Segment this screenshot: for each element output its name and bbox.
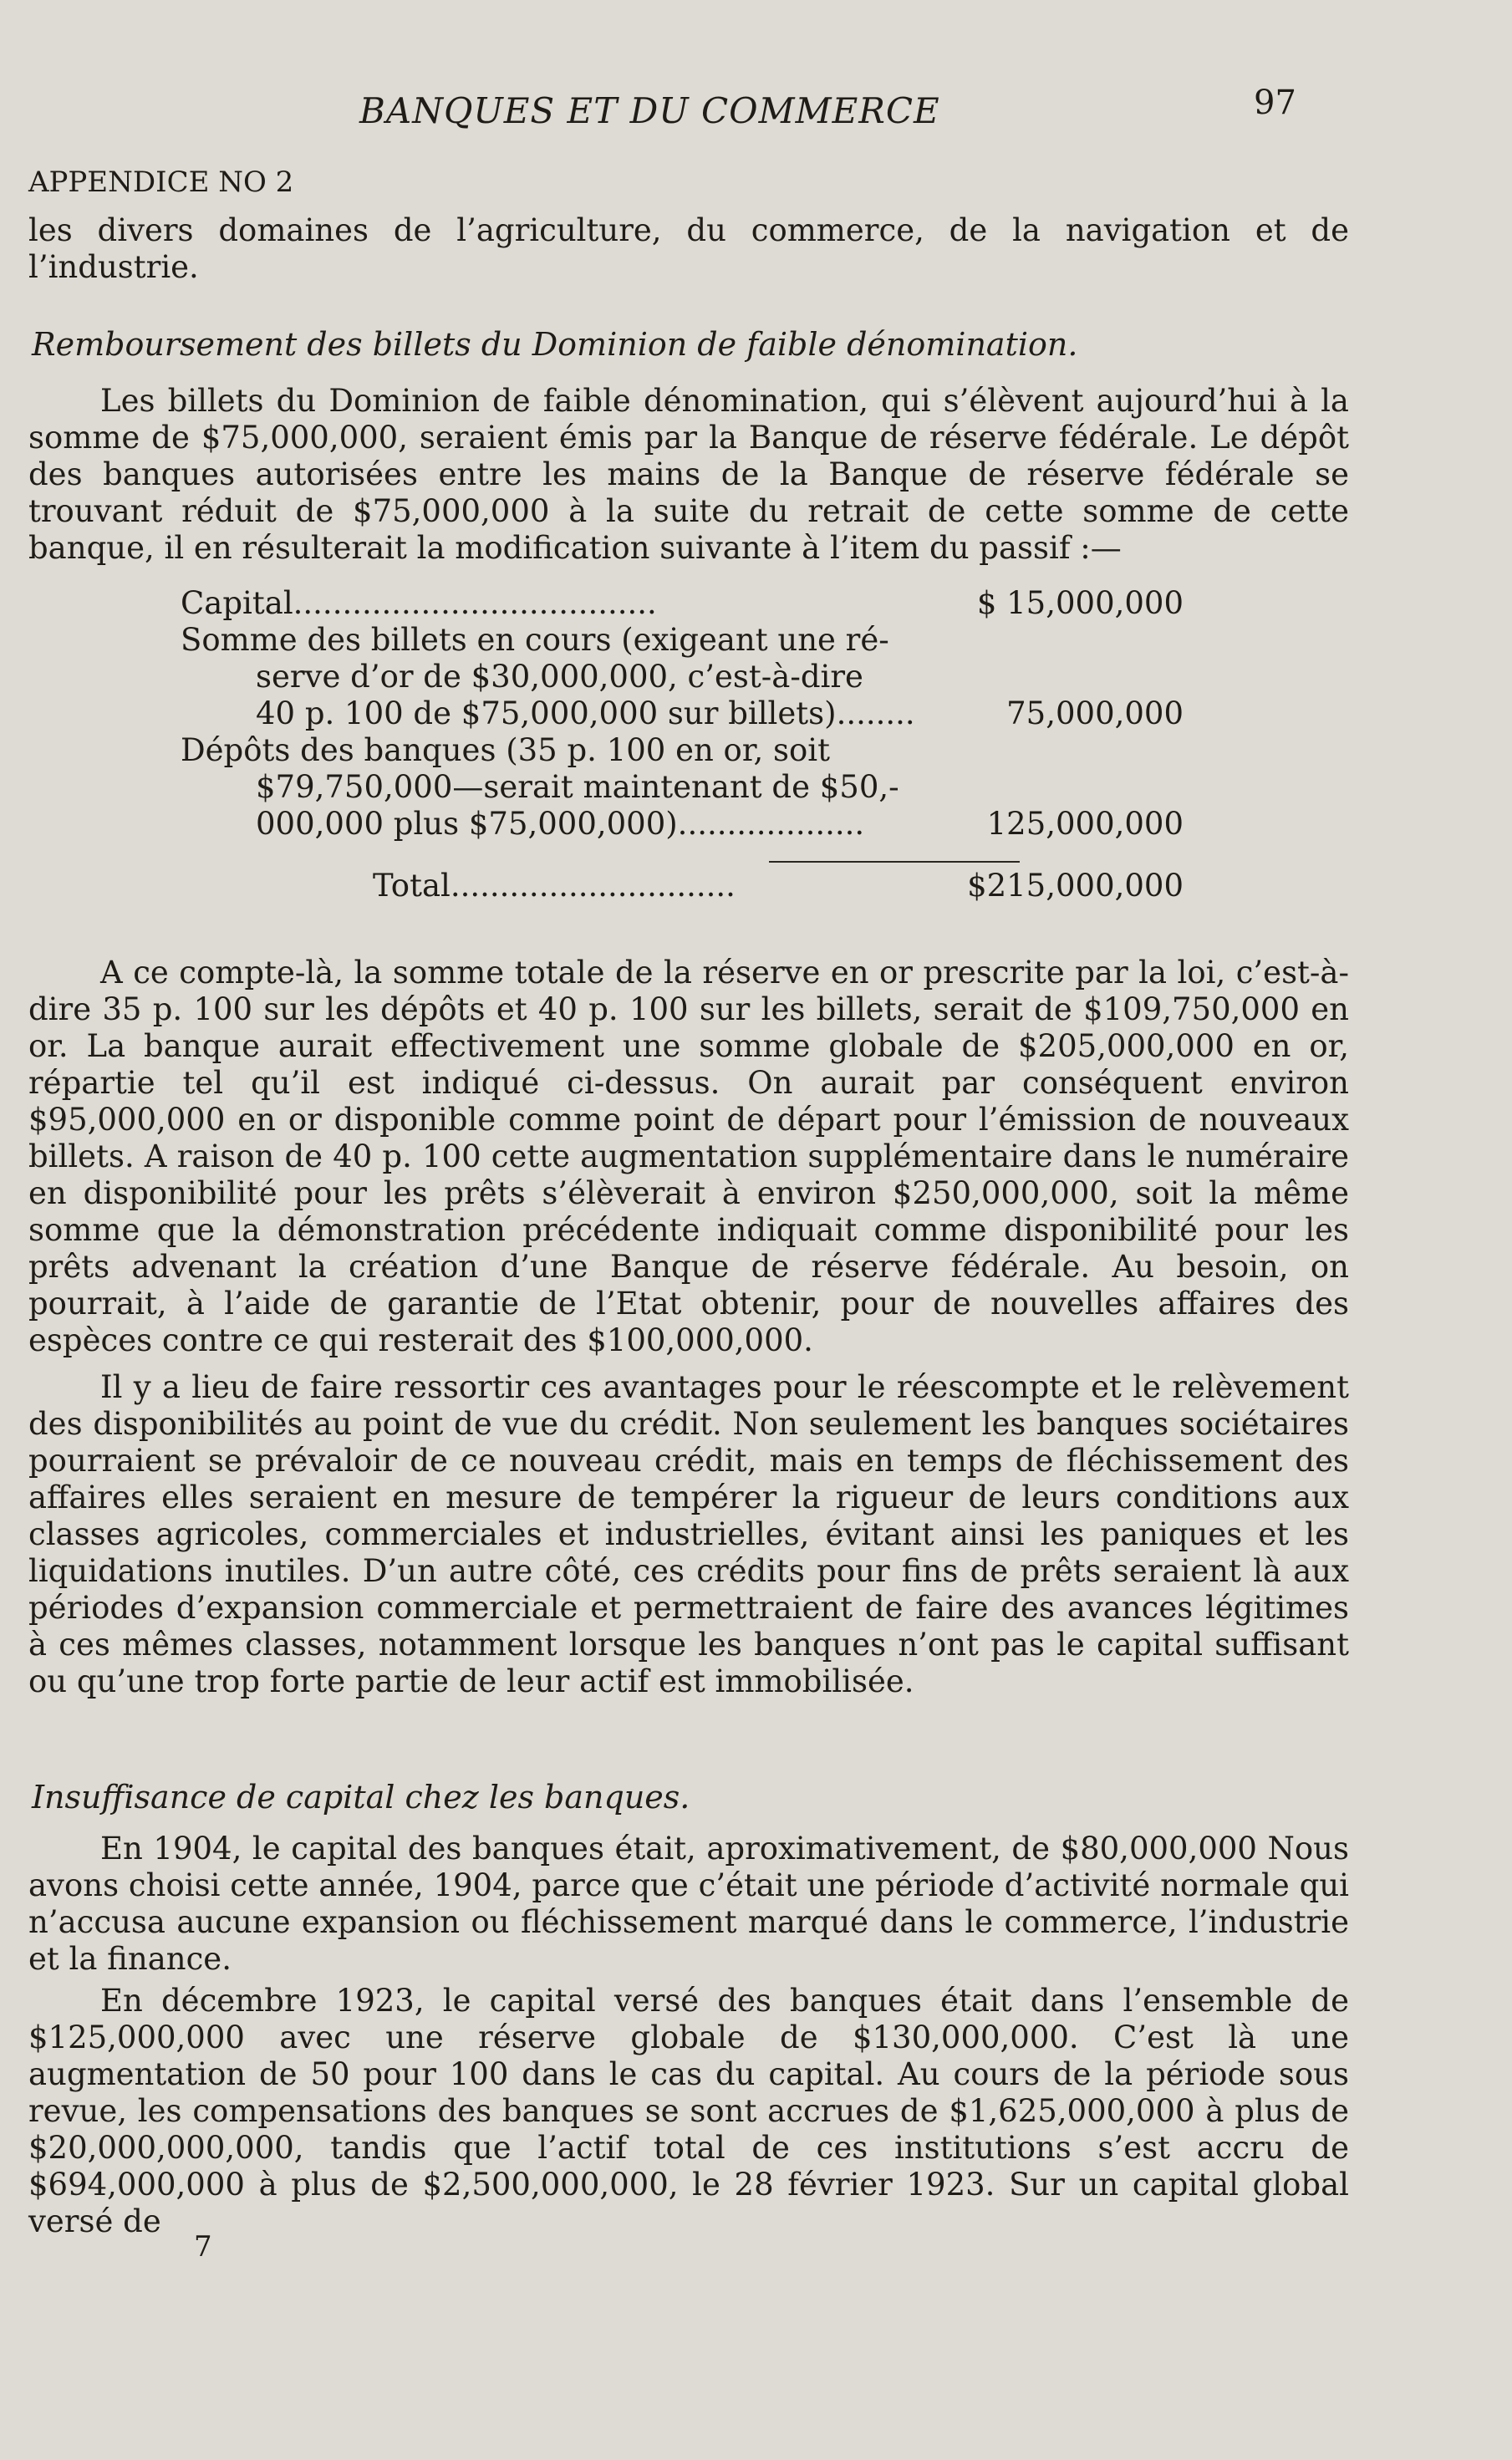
- ledger-row-capital: [181, 585, 1184, 622]
- ledger-amount-total: $215,000,000: [967, 868, 1184, 904]
- reserve-paragraph: A ce compte-là, la somme totale de la réserve en or prescrite par la loi, c’est-à-dire 35 p. 100 sur les dépôts et 40 p. 100 sur les billets, serait de $109,750,000 en or. La banque aurait effectivement une somme globale de $205,000,000 en or, répartie tel qu’il est indiqué ci-dessus. On aurait par conséquent environ $95,000,000 en or disponible comme point de départ pour l’émission de nouveaux billets. A raison de 40 p. 100 cette augmentation supplémentaire dans le numéraire en disponibilité pour les prêts s’élèverait à environ $250,000,000, soit la même somme que la démonstration précédente indiquait comme disponibilité pour les prêts advenant la création d’une Banque de réserve fédérale. Au besoin, on pourrait, à l’aide de garantie de l’Etat obtenir, pour de nouvelles affaires des espèces contre ce qui resterait des $100,000,000.: [28, 955, 1349, 1358]
- ledger-label-notes-1: Somme des billets en cours (exigeant une ré-: [181, 622, 889, 658]
- ledger-row-deposits-2: [181, 769, 1184, 806]
- ledger-row-notes-3: [181, 695, 1184, 732]
- reserve-paragraph-block: [28, 955, 1349, 1359]
- ledger-row-deposits-1: [181, 732, 1184, 769]
- paragraph-1923: En décembre 1923, le capital versé des banques était dans l’ensemble de $125,000,000 avec une réserve globale de $130,000,000. C’est là une augmentation de 50 pour 100 dans le cas du capital. Au cours de la période sous revue, les compensations des banques se sont accrues de $1,625,000,000 à plus de $20,000,000,000, tandis que l’actif total de ces institutions s’est accru de $694,000,000 à plus de $2,500,000,000, le 28 février 1923. Sur un capital global versé de: [28, 1983, 1349, 2239]
- avantages-paragraph: Il y a lieu de faire ressortir ces avantages pour le réescompte et le relèvement des disponibilités au point de vue du crédit. Non seulement les banques sociétaires pourraient se prévaloir de ce nouveau crédit, mais en temps de fléchissement des affaires elles seraient en mesure de tempérer la rigueur de leurs conditions aux classes agricoles, commerciales et industrielles, évitant ainsi les paniques et les liquidations inutiles. D’un autre côté, ces crédits pour fins de prêts seraient là aux périodes d’expansion commerciale et permettraient de faire des avances légitimes à ces mêmes classes, notamment lorsque les banques n’ont pas le capital suffisant ou qu’une trop forte partie de leur actif est immobilisée.: [28, 1369, 1349, 1699]
- ledger-row-notes-2: [181, 659, 1184, 695]
- total-rule: [769, 861, 1020, 863]
- signature-number: 7: [194, 2230, 212, 2264]
- avantages-paragraph-block: [28, 1369, 1349, 1700]
- section-heading-insuffisance: Insuffisance de capital chez les banques.: [32, 1779, 690, 1816]
- intro-paragraph: les divers domaines de l’agriculture, du commerce, de la navigation et de l’industrie.: [28, 212, 1349, 285]
- ledger-amount-capital: $ 15,000,000: [976, 585, 1184, 621]
- ledger-amount-deposits: 125,000,000: [986, 806, 1184, 842]
- ledger-row-notes-1: [181, 622, 1184, 659]
- section-heading-remboursement: Remboursement des billets du Dominion de faible dénomination.: [32, 326, 1078, 363]
- ledger-label-deposits-2: $79,750,000—serait maintenant de $50,-: [256, 769, 899, 805]
- ledger-label-total: Total.............................: [373, 868, 736, 904]
- intro-paragraph-block: [28, 212, 1349, 286]
- paragraph-1923-block: [28, 1983, 1349, 2240]
- paragraph-1904-block: [28, 1831, 1349, 1978]
- running-head: BANQUES ET DU COMMERCE: [359, 90, 940, 131]
- section1-paragraph: Les billets du Dominion de faible dénomination, qui s’élèvent aujourd’hui à la somme de $75,000,000, seraient émis par la Banque de réserve fédérale. Le dépôt des banques autorisées entre les mains de la Banque de réserve fédérale se trouvant réduit de $75,000,000 à la suite du retrait de cette somme de cette banque, il en résulterait la modification suivante à l’item du passif :—: [28, 383, 1349, 566]
- ledger-row-deposits-3: [181, 806, 1184, 843]
- appendix-label: APPENDICE NO 2: [28, 166, 294, 199]
- section1-paragraph-block: [28, 383, 1349, 567]
- ledger-spacer: [181, 843, 1184, 868]
- paragraph-1904: En 1904, le capital des banques était, aproximativement, de $80,000,000 Nous avons choisi cette année, 1904, parce que c’était une période d’activité normale qui n’accusa aucune expansion ou fléchissement marqué dans le commerce, l’industrie et la finance.: [28, 1831, 1349, 1977]
- ledger-label-deposits-3: 000,000 plus $75,000,000)...................: [256, 806, 865, 842]
- ledger-label-deposits-1: Dépôts des banques (35 p. 100 en or, soit: [181, 732, 830, 768]
- page-number: 97: [1254, 84, 1296, 122]
- ledger-amount-notes: 75,000,000: [1006, 695, 1184, 731]
- liability-ledger: [181, 585, 1184, 904]
- ledger-label-capital: Capital.....................................: [181, 585, 657, 621]
- ledger-label-notes-3: 40 p. 100 de $75,000,000 sur billets)........: [256, 695, 915, 731]
- ledger-label-notes-2: serve d’or de $30,000,000, c’est-à-dire: [256, 659, 863, 695]
- ledger-row-total: [181, 868, 1184, 904]
